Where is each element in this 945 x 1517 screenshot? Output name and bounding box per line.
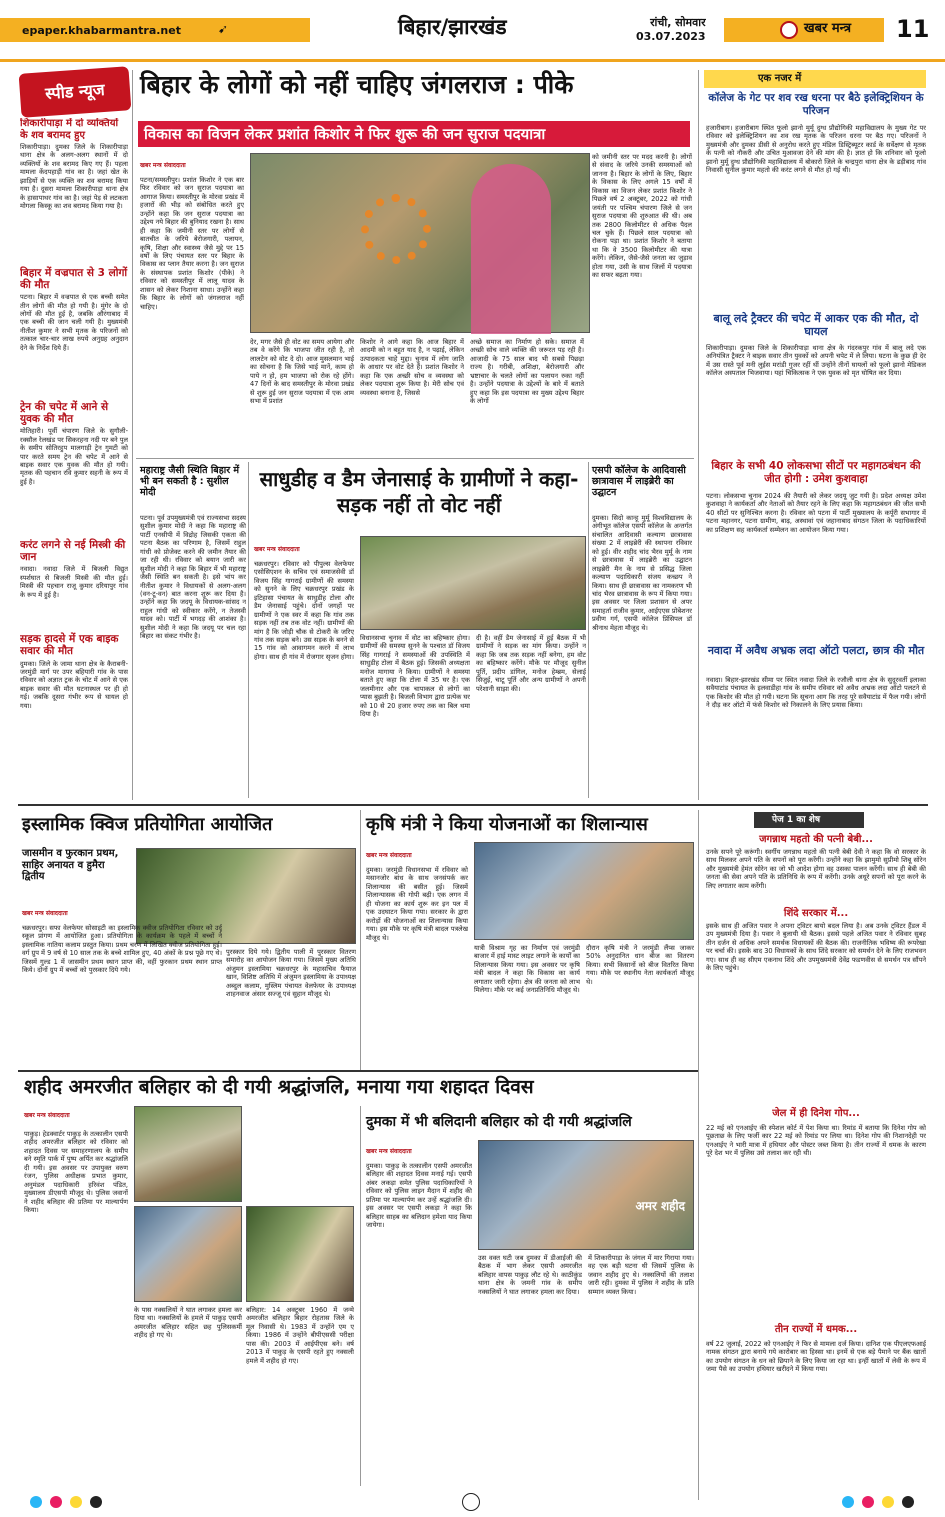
lead-photo: [250, 153, 590, 333]
martyr-col-1: पाकुड़। हेडक्वार्टर पाकुड़ के तत्कालीन एसपी शहीद अमरजीत बलिहार को रविवार को शहादत दिवस पर समाहरणालय के समीप बने स्मृति पार्क में पुष्प अर्पित कर श्रद्धांजलि दी गयी। इस अवसर पर उपायुक्त वरुण रंजन, पुलिस अधीक्षक प्रभात कुमार, अनुमंडल पदाधिकारी हरिवंश पंडित, मुख्यालय डीएसपी मौजूद थे। पुलिस जवानों ने शहीद बलिहार की प्रतिमा पर माल्यार्पण किया।: [24, 1130, 128, 1214]
islamic-text: चक्रधरपुर। सफा वेलफेयर सोसाइटी का इस्लामिक क्वीज प्रतियोगिता रविवार को उर्दू स्कूल प्रांगण में आयोजित हुआ। प्रतियोगिता के कार्यक्रम के पहले में बच्चों ने इस्लामिक नातिया कलाम प्रस्तुत किया। प्रथम चरण में लिखित क्वीज प्रतियोगिता हुई। वर्ग ग्रुप में 9 वर्ष से 10 साल तक के बच्चे शामिल हुए, 40 अंकों के प्रश्न पूछे गए थे। जिसमें गुल्ड 1 में जासमीन प्रथम स्थान प्राप्त की, वहीं फुरकान प्रथम स्थान प्राप्त किये। दोनों ग्रुप में बच्चों को पुरस्कार दिये गये।: [22, 924, 222, 975]
lead-col-4: अच्छे समाज का निर्माण हो सके। समाज में अच्छी सोच वाले व्यक्ति की जरूरत पड़ रही है। आजादी के 75 साल बाद भी सबसे पिछड़ा राज्य है। गरीबी, अशिक्षा, बेरोजगारी और भ्रष्टाचार के चलते लोगों का पलायन रुका नहीं है। उन्होंने पदयात्रा के उद्देश्यों के बारे में बताते हुए कहा कि इस पदयात्रा का मुख्य उद्देश्य बिहार के लोगों: [470, 338, 584, 406]
right-story-4-headline: नवादा में अवैध अभ्रक लदा ऑटो पलटा, छात्र की मौत: [707, 644, 925, 657]
cont-3-text: 22 मई को एनआईए की स्पेशल कोर्ट में पेश किया था। रिमांड में बताया कि दिनेश गोप को पूछताछ के लिए फर्जी कार 22 मई को रिमांड पर लिया था। दिनेश गोप की निशानदेही पर एनआईए ने भारी मात्रा में हथियार और पोस्टर जब्त किया है। तीन राज्यों में धमक के कारण पूरे देश भर में पुलिस उसे तलाश कर रही थी।: [706, 1124, 926, 1158]
left-item-3-headline: ट्रेन की चपेट में आने से युवक की मौत: [20, 401, 109, 426]
right-story-3-text: पटना। लोकसभा चुनाव 2024 की तैयारी को लेकर जदयू जुट गयी है। प्रदेश अध्यक्ष उमेश कुशवाहा ने कार्यकर्ता और नेताओं को तैयार रहने के लिए कहा कि महागठबंधन की जीत सभी 40 सीटों पर सुनिश्चित करना है। रविवार को पटना में पार्टी मुख्यालय के कर्पूरी सभागार में पटना महानगर, पटना ग्रामीण, बाढ़, अस्थावां एवं जहानाबाद संगठन जिला के पदाधिकारियों का प्रशिक्षण सह कार्यकर्ता सम्मेलन का आयोजन किया गया।: [706, 492, 926, 534]
martyr-photo-3: [246, 1206, 354, 1302]
divider: [248, 462, 249, 798]
continued-label-bar: [754, 812, 864, 828]
lead-col-2: देर, मगर जैसे ही वोट का समय आयेगा और तब वे करेंगे कि भाजपा जीत रही है, तो लालटेन को वोट दे दो। आज मुसलमान भाई का सोचना है कि जिसे भाई मानें, काम हो पाये न हो, हम भाजपा को रोक रहे होंगे। 47 दिनों के बाद समस्तीपुर के मोरवा प्रखंड से शुरू हुई जन सुराज पदयात्रा में एक आम सभा में प्रशांत: [250, 338, 354, 406]
cmyk-dot-magenta: [50, 1496, 62, 1508]
cont-2-text: इसके साथ ही अजित पवार ने अपना ट्विटर बायो बदल लिया है। अब उनके ट्विटर हैंडल में उप मुख्यमंत्री दिया है। पवार ने बुलायी थी बैठक। इससे पहले अजित पवार ने रविवार सुबह तीन दर्जन से अधिक अपने समर्थक विधायकों की बैठक की। राजनीतिक भविष्य की रूपरेखा पर चर्चा की। इसके बाद 30 विधायकों के साथ शिंदे सरकार को समर्थन देने के लिए राजभवन गए। साथ ही वह सीएम एकनाथ शिंदे और उपमुख्यमंत्री देवेंद्र फडणवीस से समर्थन पत्र सौंपने के लिए पहुंचे।: [706, 922, 926, 973]
divider: [132, 70, 133, 800]
agri-photo: [474, 842, 694, 940]
cont-4-text: वर्ष 22 जुलाई, 2022 को एनआईए ने फिर से मामला दर्ज किया। दानिश एक पीएलएफआई नामक संगठन द्वारा बनाये गये कारोबार का हिस्सा था। इनमें से एक बड़े पैमाने पर बैंक खातों का उपयोग संगठन के धन को छिपाने के लिए किया जा रहा था। इन्हीं खातों में लेवी के रूप में जमा पैसे का उपयोग हथियार खरीदने में किया गया।: [706, 1340, 926, 1374]
registration-mark-icon: [462, 1493, 480, 1511]
left-item-5-text: दुमका। जिले के जामा थाना क्षेत्र के कैराबनी-जरमुंडी मार्ग पर उपर बहियारी गांव के पास रविवार को अज्ञात ट्रक के चोट में आने से एक बाइक सवार की मौत घटनास्थल पर ही हो गई। जबकि दूसरा गंभीर रूप से घायल हो गया।: [20, 659, 128, 710]
brand-name: खबर मन्त्र: [804, 21, 852, 36]
martyr-dumka-photo-caption: अमर शहीद: [635, 1199, 685, 1213]
dam-col-1: चक्रधरपुर। रविवार को पीपुल्स वेलफेयर एसोसिएशन के सचिव एवं समाजसेवी डॉ विजय सिंह गागराई ग्रामीणों की समस्या को सुनने के लिए चक्रधरपुर प्रखंड के इटिहासा पंचायत के साधुडीह टोला और डैम जेनासाई पहुंचे। दोनों जगहों पर ग्रामीणों ने एक स्वर में कहा कि गांव तक सड़क नहीं तब तक वोट नहीं। ग्रामीणों की मांग है कि जोड़ी चौक से टोकरी के जरिए गांव तक सड़क बने। उस सड़क के बनने से 15 गांव को आवागमन करने में लाभ होगा। साथ ही गांव में रोजगार सृजन होगा।: [254, 560, 354, 661]
library-text: दुमका। सिदो कान्हू मुर्मू विश्वविद्यालय के अंगीभूत कॉलेज एसपी कॉलेज के अन्तर्गत संचालित आदिवासी कल्याण छात्रावास संख्या 2 में लाइब्रेरी की स्थापना रविवार को हुई। वीर शहीद चांद भैरव मुर्मू के नाम से छात्रावास में लाइब्रेरी का उद्घाटन लाइब्रेरी मैन के नाम से प्रसिद्ध जिला कल्याण पदाधिकारी संजय कच्छप ने किया। साथ ही छात्रावास का नामकरण भी चांद भैरव छात्रावास के रूप में किया गया। इस अवसर पर जिला प्रशासन से अपर समाहर्ता राजीव कुमार, आईएएस प्रोबेशनर प्रवीण गर्ग, एसपी कॉलेज प्रिंसिपल डॉ श्रीनाथ मेहता मौजूद थे।: [592, 514, 692, 632]
divider: [136, 458, 694, 459]
right-story-2-text: शिकारीपाड़ा। दुमका जिले के शिकारीपाड़ा थाना क्षेत्र के गंदरकपुर गांव में बालू लदे एक अनियंत्रित ट्रैक्टर ने बाइक सवार तीन युवकों को अपनी चपेट में ले लिया। घटना के कुछ ही देर में उस रास्ते पूर्व मनी लुईस मरांडी गुजर रहीं थीं उन्होंने तीनों घायलों को फूलो झानो मेडिकल कॉलेज अस्पताल भिजवाया। यहां चिकित्सक ने एक युवक को मृत घोषित कर दिया।: [706, 344, 926, 378]
right-story-3-headline: बिहार के सभी 40 लोकसभा सीटों पर महागठबंधन की जीत होगी : उमेश कुशवाहा: [711, 460, 921, 485]
lead-byline: खबर मन्त्र संवाददाता: [140, 162, 186, 169]
right-story-2-headline: बालू लदे ट्रैक्टर की चपेट में आकर एक की मौत, दो घायल: [713, 312, 919, 339]
left-item-1-headline: शिकारीपाड़ा में दो व्यक्तियों के शव बरामद हुए: [20, 118, 119, 141]
right-story-1-headline: कॉलेज के गेट पर शव रख धरना पर बैठे इलेक्ट्रिशियन के परिजन: [708, 92, 924, 117]
agri-headline: कृषि मंत्री ने किया योजनाओं का शिलान्यास: [366, 814, 648, 835]
martyr-headline: शहीद अमरजीत बलिहार को दी गयी श्रद्धांजलि, मनाया गया शहादत दिवस: [24, 1076, 534, 1098]
martyr-dumka-headline: दुमका में भी बलिदानी बलिहार को दी गयी श्रद्धांजलि: [366, 1114, 632, 1130]
martyr-byline: खबर मन्त्र संवाददाता: [24, 1112, 70, 1119]
left-item-2-text: पटना। बिहार में वज्रपात से एक बच्ची समेत तीन लोगों की मौत हो गयी है। मुंगेर के दो लोगों की मौत हुई है, जबकि औरंगाबाद में एक बच्ची की जान चली गयी है। मुख्यमंत्री नीतीश कुमार ने सभी मृतक के परिजनों को तत्काल चार-चार लाख रुपये अनुग्रह अनुदान देने के निर्देश दिये हैं।: [20, 293, 128, 352]
martyr-dumka-byline: खबर मन्त्र संवाददाता: [366, 1148, 412, 1155]
cursor-icon: ➹: [218, 22, 229, 36]
page-number: 11: [896, 15, 930, 43]
city-day: रांची, सोमवार: [650, 16, 706, 29]
cmyk-dot-black-right: [902, 1496, 914, 1508]
islamic-text-2: पुरस्कार दिये गये। द्वितीय पाली में पुरस्कार वितरण समारोह का आयोजन किया गया। जिसमें मुख्य अतिथि अंजुमन इस्लामिया चक्रधरपुर के महासचिव फैयाज खान, विशिष्ट अतिथि में अंजुमन इस्लामिया के उपाध्यक्ष अब्दुल कलाम, मुस्लिम पंचायत वेलफेयर के उपाध्यक्ष शाहनवाज अंसार सज्जू एवं सुहान मौजूद थे।: [226, 948, 356, 999]
cont-1-headline: जगन्नाथ महतो की पत्नी बेबी...: [759, 834, 873, 845]
dam-photo: [360, 536, 586, 630]
islamic-byline: खबर मन्त्र संवाददाता: [22, 910, 68, 917]
lead-subhead-bar: [138, 121, 690, 147]
sushil-text: पटना। पूर्व उपमुख्यमंत्री एवं राज्यसभा सदस्य सुशील कुमार मोदी ने कहा कि महाराष्ट्र की पार्टी एनसीपी में विद्रोह जिसकी एकता की पटना बैठक का परिणाम है, जिसमें राहुल गांधी को प्रोजेक्ट करने की जमीन तैयार की जा रही थी। रविवार को बयान जारी कर सुशील मोदी ने कहा कि बिहार में भी महाराष्ट्र जैसी स्थिति बन सकती है। इसे भांप कर नीतीश कुमार ने विधायकों से अलग-अलग (वन-टू-वन) बात करना शुरू कर दिया है। उन्होंने कहा कि जदयू के विधायक-सांसद न राहुल गांधी को स्वीकार करेंगे, न तेजस्वी यादव को। पार्टी में भगदड़ की आशंका है। सुशील मोदी ने कहा कि जदयू पर चल रहा बिहार का संकट गंभीर है।: [140, 514, 246, 641]
right-story-1-text: हजारीबाग। हजारीबाग स्थित फूलो झानो मुर्मू दुग्ध प्रौद्योगिकी महाविद्यालय के मुख्य गेट पर रविवार को इलेक्ट्रिशियन का शव रख मृतक के परिजन धरना पर बैठ गए। परिजनों ने मुख्यमंत्री और दुमका डीसी से अनुरोध करते हुए मंडिल डिस्ट्रिब्यूटर कार्ड के सर्वेक्षण से मृतक के पत्नी को नौकरी और उचित मुआवजा देने की मांग की है। ज्ञात हो कि शनिवार को फूलो झानो मुर्मू दुग्ध प्रौद्योगिकी महाविद्यालय में बोकारो जिले के चन्द्रपुरा थाना क्षेत्र के ढड़ीबाद गांव निवासी सुनील कुमार महतो की करंट लगने से मौत हो गई थी।: [706, 124, 926, 175]
left-item-4: [20, 539, 128, 627]
divider: [360, 810, 361, 1070]
left-item-2: [20, 267, 128, 395]
lead-col-5: को जमीनी स्तर पर मदद करनी है। लोगों से संवाद के जरिये उनकी समस्याओं को जानना है। बिहार के लोगों के लिए, बिहार के विकास के लिए अगले 15 वर्षों में विकास का विजन लेकर प्रशांत किशोर ने पिछले वर्ष 2 अक्टूबर, 2022 को गांधी जयंती पर पश्चिम चंपारण जिले से जन सुराज पदयात्रा की शुरुआत की थी। अब तक 2800 किलोमीटर से अधिक पैदल चल चुके हैं। पिछले साल पदयात्रा को रोकना पड़ा था। प्रशांत किशोर ने बताया था कि वे 3500 किलोमीटर की यात्रा करेंगे। लेकिन, जैसे-जैसे जनता का जुड़ाव होता गया, उसी के साथ जिलों में पदयात्रा का सफर बढ़ता गया।: [592, 153, 692, 280]
cont-1-text: उनके सपने पूरे करूंगी। स्वर्गीय जगन्नाथ महतो की पत्नी बेबी देवी ने कहा कि वो सरकार के साथ मिलकर अपने पति के सपनों को पूरा करेंगी। उन्होंने कहा कि झामुमो सुप्रीमो शिबू सोरेन और मुख्यमंत्री हेमंत सोरेन का जो भी आदेश होगा वह उसका पालन करेंगी। साथ ही बेबी की जनता की सेवा अपने पति के प्रतिनिधि के रूप में करेंगी। उनके अधूरे सपनों को पूरा करने के लिए लगातार काम करेंगी।: [706, 848, 926, 890]
person-shape: [471, 164, 551, 334]
left-item-3-text: मोतिहारी। पूर्वी चंपारण जिले के सुगौली-रक्सौल रेलखंड पर सिकरहना नदी पर बने पुल के समीप सोतिरहुप मालगाड़ी ट्रेन गुमटी को पार करते समय ट्रेन की चपेट में आने से बाइक सवार एक युवक की मौत हो गयी। मृतक की पहचान रवि कुमार सहनी के रूप में हुई है।: [20, 427, 128, 486]
martyr-dumka-text: दुमका। पाकुड़ के तत्कालीन एसपी अमरजीत बलिहार की शहादत दिवस मनाई गई। एसपी अंबर लकड़ा समेत पुलिस पदाधिकारियों ने रविवार को पुलिस लाइन मैदान में शहीद की प्रतिमा पर माल्यार्पण कर उन्हें श्रद्धांजलि दी। इस अवसर पर एसपी लकड़ा ने कहा कि बलिहार साहब का बलिदान हमेशा याद किया जायेगा।: [366, 1162, 472, 1230]
divider: [698, 70, 699, 800]
divider: [698, 810, 699, 1500]
agri-text-2: यात्री विश्राम गृह का निर्माण एवं जरमुंडी बाजार में हाई मास्ट लाइट लगाने के कार्यों का शिलान्यास किया गया। इस अवसर पर कृषि मंत्री बादल ने कहा कि विकास का कार्य लगातार जारी रहेगा। क्षेत्र की जनता को लाभ मिलेगा। मौके पर कई जनप्रतिनिधि मौजूद थे।: [474, 944, 580, 995]
left-item-3: [20, 401, 128, 533]
sushil-headline: महाराष्ट्र जैसी स्थिति बिहार में भी बन सकती है : सुशील मोदी: [140, 465, 240, 498]
martyr-col-3: के पास नक्सलियों ने घात लगाकर हमला कर दिया था। नक्सलियों के हमले में पाकुड़ एसपी अमरजीत बलिहार सहित छह पुलिसकर्मी शहीद हो गए थे।: [134, 1306, 242, 1340]
date: 03.07.2023: [636, 29, 706, 43]
divider: [360, 1106, 361, 1486]
cmyk-dot-magenta-right: [862, 1496, 874, 1508]
cmyk-dot-yellow: [70, 1496, 82, 1508]
cont-4-headline: तीन राज्यों में धमक...: [774, 1324, 858, 1335]
cmyk-dot-cyan-right: [842, 1496, 854, 1508]
martyr-dumka-text-2: उस वक्त घटी जब दुमका में डीआईजी की बैठक में भाग लेकर एसपी अमरजीत बलिहार वापस पाकुड़ लौट रहे थे। काठीकुंड थाना क्षेत्र के जमनी गांव के समीप नक्सलियों ने घात लगाकर हमला कर दिया।: [478, 1254, 582, 1296]
dam-col-3: दी है। वहीं डैम जेनासाई में हुई बैठक में भी ग्रामीणों ने सड़क का मांग किया। उन्होंने न कहा कि जब तक सड़क नहीं बनेगा, हम वोट का बहिष्कार करेंगे। मौके पर मौजूद सुनील पूर्ति, प्रदीप डांगिल, मनोज हेम्ब्रम, सेलाई सिजुई, चाटू पूर्ति और अन्य ग्रामीणों ने अपनी परेशानी साझा की।: [476, 634, 586, 693]
left-column: [20, 118, 128, 798]
lead-col-3: किशोर ने आगे कहा कि आज बिहार में आदमी को न बहुत याद है, न पढ़ाई, लेकिन उत्पादकता चाहे मुद्दा। चुनाव में लोग जाति के आधार पर वोट देते हैं। प्रशांत किशोर ने कहा कि एक अच्छी सोच व व्यवस्था को लेकर पदयात्रा शुरू किया है। मेरी सोच एवं व्यवस्था बनाना है, जिससे: [360, 338, 464, 397]
cmyk-dot-yellow-right: [882, 1496, 894, 1508]
left-item-1: [20, 118, 128, 261]
cont-2-headline: शिंदे सरकार में...: [783, 908, 849, 919]
left-item-4-headline: करंट लगने से नई मिस्त्री की जान: [20, 539, 126, 564]
islamic-headline: इस्लामिक क्विज प्रतियोगिता आयोजित: [22, 814, 273, 835]
right-story-4-text: नवादा। बिहार-झारखंड सीमा पर स्थित नवादा जिले के रजौली थाना क्षेत्र के सुदूरवर्ती इलाका सवैयाटांड पंचायत के इलवाडीहा गांव के समीप रविवार को अवैध अभ्रक लदा ऑटो पलटने से एक किशोर की मौत हो गयी। घटना कि सूचना आग कि तरह पूरे सवैयाटांड में फैल गयी। लोगों ने दौड़ कर ऑटो में फंसे किशोर को निकालने के लिए प्रयास किया।: [706, 676, 926, 710]
divider: [18, 804, 928, 806]
left-item-1-text: शिकारीपाड़ा। दुमका जिले के शिकारीपाड़ा थाना क्षेत्र के अलग-अलग स्थानों में दो व्यक्तियों के शव बरामद किए गए हैं। पहला मामला केंदपहाड़ी गांव का है। जहां खेत के झाड़ियों से एक व्यक्ति का शव बरामद किया गया है। दूसरा मामला शिकारीपाड़ा थाना क्षेत्र के हासापाथर गांव का है। जहां पेड़ से लटकता मोगला किस्कू का शव बरामद किया गया है।: [20, 143, 128, 211]
lead-subhead: विकास का विजन लेकर प्रशांत किशोर ने फिर शुरू की जन सुराज पदयात्रा: [144, 125, 546, 143]
martyr-dumka-text-3: में शिकारीपाड़ा के जंगल में मार गिराया गया। वह एक बड़ी घटना थी जिसमें पुलिस के जवान शहीद हुए थे। नक्सलियों की तलाश जारी रही। दुमका में पुलिस ने शहीद के प्रति सम्मान व्यक्त किया।: [588, 1254, 694, 1296]
nazar-label-bar: [704, 70, 926, 88]
martyr-dumka-photo: [478, 1140, 694, 1250]
divider: [588, 462, 589, 798]
continued-label: पेज 1 का शेष: [772, 815, 821, 825]
martyr-photo-2: [134, 1206, 242, 1302]
section-title: बिहार/झारखंड: [398, 15, 507, 39]
library-headline: एसपी कॉलेज के आदिवासी छात्रावास में लाइब्रेरी का उद्घाटन: [592, 465, 686, 498]
cont-3-headline: जेल में ही दिनेश गोप...: [772, 1108, 860, 1119]
speed-news-label: स्पीड न्यूज: [44, 79, 106, 104]
left-item-2-headline: बिहार में वज्रपात से 3 लोगों की मौत: [20, 267, 128, 292]
left-item-5: [20, 633, 128, 759]
agri-text-3: दौरान कृषि मंत्री ने जरमुंडी लैंप्स जाकर 50% अनुदानित धान बीज का वितरण किया। सभी किसानों को बीज वितरित किया गया। मौके पर स्थानीय नेता कार्यकर्ता मौजूद थे।: [586, 944, 694, 986]
dam-col-2: विधानसभा चुनाव में वोट का बहिष्कार होगा। ग्रामीणों की समस्या सुनने के पश्चात डॉ विजय सिंह गागराई ने समस्याओं की उपस्थिति में साधुडीह टोला में बैठक हुई। जिसकी अध्यक्षता मनोज मागाया ने किया। ग्रामीणों ने समस्या बताते हुए कहा कि टोला में 35 घर है। एक जलमीनार और एक चापाकल से लोगों का प्यास बुझती है। बिजली विभाग द्वारा प्रत्येक घर को 10 से 20 हजार रुपए तक का बिल थमा दिया है।: [360, 634, 470, 718]
left-item-4-text: नवादा। नवादा जिले में बिजली विद्युत स्पर्शघात से बिजली मिस्त्री की मौत हुई। मिस्त्री की पहचान राजू कुमार दरियापुर गांव के रूप में हुई है।: [20, 565, 128, 599]
islamic-subhead: जासमीन व फुरकान प्रथम, साहिर अनायत व हुमैरा द्वितीय: [22, 848, 119, 882]
footer-marks: [0, 1490, 945, 1517]
cmyk-dot-black: [90, 1496, 102, 1508]
garland-shape: [361, 194, 431, 264]
date-block: [636, 16, 706, 44]
martyr-col-2: बलिहार: 14 अक्टूबर 1960 में जन्मे अमरजीत बलिहार बिहार रोहतास जिले के मूल निवासी थे। 1983 में उन्होंने एम ए किया। 1986 में उन्होंने बीपीएससी परीक्षा पास की। 2003 में आईपीएस बने। वर्ष 2013 में पाकुड़ के एसपी रहते हुए नक्सली हमले में शहीद हो गए।: [246, 1306, 354, 1365]
brand-logo-icon: [780, 21, 798, 39]
dam-headline: साधुडीह व डैम जेनासाई के ग्रामीणों ने कहा- सड़क नहीं तो वोट नहीं: [259, 467, 579, 517]
lead-col-1: पटना/समस्तीपुर। प्रशांत किशोर ने एक बार फिर रविवार को जन सुराज पदयात्रा का आगाज किया। समस्तीपुर के मोरवा प्रखंड में हजारों की भीड़ को संबोधित करते हुए उन्होंने कहा कि जन सुराज पदयात्रा का उद्देश्य नये बिहार की बुनियाद रखना है। साथ ही कहा कि जमीनी स्तर पर लोगों से बातचीत के जरिये बेरोजगारी, पलायन, कृषि, शिक्षा और स्वास्थ्य जैसे मुद्दे पर 15 वर्षों के लिए पंचायत स्तर पर बिहार के विकास का प्लान तैयार करना है। जन सुराज के संस्थापक प्रशांत किशोर (पीके) ने रविवार को समस्तीपुर में लालू यादव के शासन को लेकर निशाना साधा। उन्होंने कहा कि बिहार के लोगों को जंगलराज नहीं चाहिए।: [140, 176, 244, 311]
lead-headline: बिहार के लोगों को नहीं चाहिए जंगलराज : पीके: [140, 70, 574, 99]
cmyk-dot-cyan: [30, 1496, 42, 1508]
dam-byline: खबर मन्त्र संवाददाता: [254, 546, 300, 553]
agri-text: दुमका। जरमुंडी विधानसभा में रविवार को मसानजोर बांध के साथ जनसंपर्क कर शिलान्यास की बसीत हुई। जिसमें शिलान्यासक की गोपी बढ़ी। एक लगन में ही योजना का कार्य शुरू कर इन पल में एक उदघाटन किया गया। सरकार के द्वारा करोड़ों की योजनाओं का शिलान्यास किया गया। इस मौके पर कृषि मंत्री बादल पत्रलेख मौजूद थे।: [366, 866, 468, 942]
speed-news-logo: [19, 66, 132, 118]
martyr-photo-1: [134, 1106, 242, 1202]
nazar-label: एक नजर में: [758, 73, 802, 84]
website-link[interactable]: epaper.khabarmantra.net: [22, 24, 181, 37]
left-item-5-headline: सड़क हादसे में एक बाइक सवार की मौत: [20, 633, 119, 658]
masthead: [0, 0, 945, 62]
agri-byline: खबर मन्त्र संवाददाता: [366, 852, 412, 859]
divider: [18, 1070, 698, 1072]
